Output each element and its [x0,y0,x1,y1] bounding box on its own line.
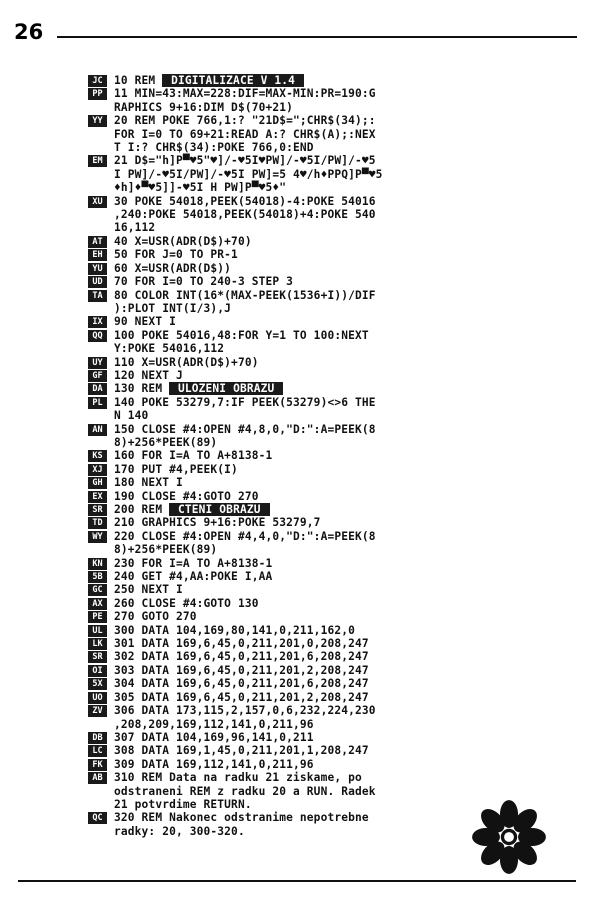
checksum-tag: DB [88,732,107,744]
code-text [114,530,528,557]
code-fragment: 11 MIN=43:MAX=228:DIF=MAX-MIN:PR=190:G [114,87,376,101]
code-line [114,114,528,127]
listing-line [88,114,528,154]
listing-line [88,610,528,623]
code-text [114,396,528,423]
code-line [114,771,528,784]
code-text [114,356,528,369]
checksum-tag: SR [88,504,107,516]
code-line [114,731,528,744]
code-fragment: 140 POKE 53279,7:IF PEEK(53279)<>6 THE [114,395,376,409]
listing-line [88,382,528,395]
code-text [114,557,528,570]
listing-line [88,463,528,476]
code-line [114,490,528,503]
checksum-tag: IX [88,316,107,328]
listing-line [88,449,528,462]
checksum-tag: ZV [88,705,107,717]
listing-line [88,637,528,650]
code-text [114,597,528,610]
checksum-tag: JC [88,75,107,87]
code-line [114,87,528,100]
checksum-tag: XJ [88,464,107,476]
code-line [114,181,528,194]
listing-line [88,677,528,690]
checksum-tag: 5B [88,571,107,583]
checksum-tag: 5X [88,678,107,690]
code-fragment: radky: 20, 300-320. [114,824,245,838]
code-line [114,423,528,436]
listing-line [88,262,528,275]
code-line [114,503,528,516]
listing-line [88,650,528,663]
code-text [114,503,528,516]
listing-line [88,624,528,637]
code-text [114,624,528,637]
code-fragment: 160 FOR I=A TO A+8138-1 [114,449,273,463]
checksum-tag: UY [88,357,107,369]
checksum-tag: LC [88,745,107,757]
code-text [114,637,528,650]
code-text [114,570,528,583]
code-text [114,664,528,677]
listing-line [88,731,528,744]
code-text [114,329,528,356]
code-fragment: N 140 [114,409,149,423]
code-text [114,677,528,690]
code-line [114,409,528,422]
code-fragment: 16,112 [114,221,156,235]
code-fragment: 240 GET #4,AA:POKE I,AA [114,570,273,584]
code-fragment: 220 CLOSE #4:OPEN #4,4,0,"D:":A=PEEK(8 [114,529,376,543]
code-fragment: 120 NEXT J [114,368,183,382]
checksum-tag: DA [88,383,107,395]
code-fragment: 301 DATA 169,6,45,0,211,201,0,208,247 [114,637,369,651]
code-fragment: 180 NEXT I [114,476,183,490]
listing-line [88,275,528,288]
code-text [114,262,528,275]
listing-line [88,744,528,757]
code-line [114,315,528,328]
listing-line [88,597,528,610]
checksum-tag: KN [88,558,107,570]
code-line [114,208,528,221]
listing-line [88,758,528,771]
code-line [114,825,528,838]
listing-line [88,248,528,261]
code-line [114,221,528,234]
code-fragment: ,240:POKE 54018,PEEK(54018)+4:POKE 540 [114,208,376,222]
code-text [114,811,528,838]
code-line [114,289,528,302]
code-fragment: 40 X=USR(ADR(D$)+70) [114,234,252,248]
code-line [114,248,528,261]
code-fragment: 230 FOR I=A TO A+8138-1 [114,556,273,570]
code-line [114,195,528,208]
code-line [114,396,528,409]
checksum-tag: OI [88,665,107,677]
code-line [114,168,528,181]
code-line [114,718,528,731]
code-line [114,624,528,637]
code-fragment: 250 NEXT I [114,583,183,597]
listing-line [88,557,528,570]
checksum-tag: QQ [88,330,107,342]
footer-rule [18,880,576,882]
code-fragment: 200 REM [114,503,170,516]
code-fragment: T I:? CHR$(34):POKE 766,0:END [114,141,314,155]
code-text [114,369,528,382]
checksum-tag: AT [88,236,107,248]
code-fragment: I PW]/-♥5I/PW]/-♥5I PW]=5 4♥/h♦PPQ]P▀♥5 [114,167,383,181]
code-fragment: 150 CLOSE #4:OPEN #4,8,0,"D:":A=PEEK(8 [114,422,376,436]
inverse-title: ULOZENI OBRAZU [171,382,282,396]
code-fragment: 100 POKE 54016,48:FOR Y=1 TO 100:NEXT [114,328,369,342]
checksum-tag: YY [88,115,107,127]
code-fragment: 306 DATA 173,115,2,157,0,6,232,224,230 [114,704,376,718]
code-line [114,476,528,489]
code-text [114,315,528,328]
listing-line [88,476,528,489]
code-text [114,704,528,731]
code-fragment: 300 DATA 104,169,80,141,0,211,162,0 [114,623,355,637]
code-fragment: 10 REM [114,74,163,87]
listing-line [88,369,528,382]
listing-line [88,691,528,704]
listing-line [88,664,528,677]
code-line [114,650,528,663]
code-line [114,342,528,355]
code-text [114,490,528,503]
code-line [114,758,528,771]
code-line [114,610,528,623]
code-fragment: RAPHICS 9+16:DIM D$(70+21) [114,100,294,114]
listing-line [88,516,528,529]
code-line [114,449,528,462]
code-text [114,87,528,114]
code-fragment: 190 CLOSE #4:GOTO 270 [114,489,259,503]
code-fragment: 8)+256*PEEK(89) [114,435,218,449]
code-fragment: ,208,209,169,112,141,0,211,96 [114,717,314,731]
code-text [114,235,528,248]
code-line [114,798,528,811]
listing-line [88,704,528,731]
code-line [114,691,528,704]
page-number: 26 [14,20,44,44]
listing-line [88,154,528,194]
listing-line [88,74,528,87]
code-text [114,423,528,450]
listing-line [88,490,528,503]
listing-line [88,583,528,596]
code-line [114,704,528,717]
code-fragment: 70 FOR I=0 TO 240-3 STEP 3 [114,275,294,289]
checksum-tag: FK [88,759,107,771]
code-text [114,289,528,316]
code-fragment: 260 CLOSE #4:GOTO 130 [114,596,259,610]
checksum-tag: EM [88,155,107,167]
code-fragment: Y:POKE 54016,112 [114,342,225,356]
code-line [114,583,528,596]
code-text [114,758,528,771]
code-line [114,570,528,583]
code-line [114,235,528,248]
code-text [114,114,528,154]
code-line [114,530,528,543]
listing-line [88,87,528,114]
checksum-tag: PP [88,88,107,100]
checksum-tag: AX [88,598,107,610]
inverse-title: DIGITALIZACE V 1.4 [164,74,302,87]
code-text [114,476,528,489]
checksum-tag: WY [88,531,107,543]
code-fragment: 50 FOR J=0 TO PR-1 [114,248,238,262]
listing-line [88,771,528,811]
code-text [114,382,528,395]
code-fragment: 21 potvrdime RETURN. [114,797,252,811]
inverse-title: CTENI OBRAZU [171,503,268,516]
code-fragment: 80 COLOR INT(16*(MAX-PEEK(1536+I))/DIF [114,288,376,302]
checksum-tag: UO [88,692,107,704]
code-text [114,744,528,757]
checksum-tag: UL [88,625,107,637]
code-fragment: 8)+256*PEEK(89) [114,543,218,557]
code-line [114,664,528,677]
code-line [114,543,528,556]
checksum-tag: GF [88,370,107,382]
listing-line [88,570,528,583]
checksum-tag: AB [88,772,107,784]
checksum-tag: QC [88,812,107,824]
code-line [114,516,528,529]
code-line [114,637,528,650]
checksum-tag: KS [88,450,107,462]
code-line [114,302,528,315]
listing-line [88,423,528,450]
code-line [114,356,528,369]
code-line [114,74,528,87]
code-fragment: 320 REM Nakonec odstranime nepotrebne [114,811,369,825]
code-line [114,369,528,382]
code-fragment: 130 REM [114,382,170,396]
code-text [114,449,528,462]
flower-ornament-icon [468,796,550,878]
code-fragment: 308 DATA 169,1,45,0,211,201,1,208,247 [114,744,369,758]
checksum-tag: EH [88,249,107,261]
checksum-tag: AN [88,424,107,436]
code-line [114,463,528,476]
checksum-tag: TA [88,290,107,302]
checksum-tag: TD [88,517,107,529]
code-text [114,650,528,663]
code-fragment: FOR I=0 TO 69+21:READ A:? CHR$(A);:NEX [114,127,376,141]
code-line [114,597,528,610]
code-text [114,195,528,235]
code-line [114,101,528,114]
checksum-tag: LK [88,638,107,650]
code-line [114,744,528,757]
code-text [114,248,528,261]
code-fragment: 270 GOTO 270 [114,610,197,624]
checksum-tag: PE [88,611,107,623]
code-fragment: 90 NEXT I [114,315,176,329]
code-text [114,583,528,596]
code-fragment: 302 DATA 169,6,45,0,211,201,6,208,247 [114,650,369,664]
listing-line [88,396,528,423]
code-line [114,557,528,570]
listing-line [88,195,528,235]
checksum-tag: YU [88,263,107,275]
code-fragment: 305 DATA 169,6,45,0,211,201,2,208,247 [114,690,369,704]
listing-line [88,811,528,838]
code-text [114,516,528,529]
code-fragment: 310 REM Data na radku 21 ziskame, po [114,771,362,785]
code-text [114,275,528,288]
code-text [114,463,528,476]
code-fragment: 309 DATA 169,112,141,0,211,96 [114,757,314,771]
code-fragment: 304 DATA 169,6,45,0,211,201,6,208,247 [114,677,369,691]
code-fragment: 170 PUT #4,PEEK(I) [114,462,238,476]
code-line [114,677,528,690]
code-line [114,329,528,342]
code-fragment: ♦h]♦▀♥5]]-♥5I H PW]P▀♥5♦" [114,181,287,195]
checksum-tag: PL [88,397,107,409]
checksum-tag: EX [88,491,107,503]
code-line [114,141,528,154]
checksum-tag: SR [88,651,107,663]
code-text [114,610,528,623]
code-fragment: 21 D$="h]P▀♥5"♥]/-♥5I♥PW]/-♥5I/PW]/-♥5 [114,154,376,168]
code-fragment: 20 REM POKE 766,1:? "21D$=";CHR$(34);: [114,114,376,128]
code-text [114,154,528,194]
code-text [114,691,528,704]
code-line [114,382,528,395]
listing-line [88,235,528,248]
code-fragment: odstraneni REM z radku 20 a RUN. Radek [114,784,376,798]
code-fragment: 110 X=USR(ADR(D$)+70) [114,355,259,369]
code-fragment: 30 POKE 54018,PEEK(54018)-4:POKE 54016 [114,194,376,208]
code-line [114,785,528,798]
basic-listing [88,74,528,838]
code-fragment: 307 DATA 104,169,96,141,0,211 [114,730,314,744]
code-line [114,154,528,167]
code-line [114,128,528,141]
code-fragment: 303 DATA 169,6,45,0,211,201,2,208,247 [114,663,369,677]
code-fragment: ):PLOT INT(I/3),J [114,301,232,315]
listing-line [88,329,528,356]
checksum-tag: GC [88,584,107,596]
code-line [114,436,528,449]
checksum-tag: GH [88,477,107,489]
code-line [114,262,528,275]
listing-line [88,315,528,328]
listing-line [88,356,528,369]
listing-line [88,289,528,316]
listing-line [88,503,528,516]
code-line [114,275,528,288]
code-text [114,74,528,87]
code-fragment: 210 GRAPHICS 9+16:POKE 53279,7 [114,516,321,530]
checksum-tag: XU [88,196,107,208]
listing-line [88,530,528,557]
code-fragment: 60 X=USR(ADR(D$)) [114,261,232,275]
code-line [114,811,528,824]
checksum-tag: UD [88,276,107,288]
code-text [114,771,528,811]
code-text [114,731,528,744]
header-rule [57,36,577,38]
